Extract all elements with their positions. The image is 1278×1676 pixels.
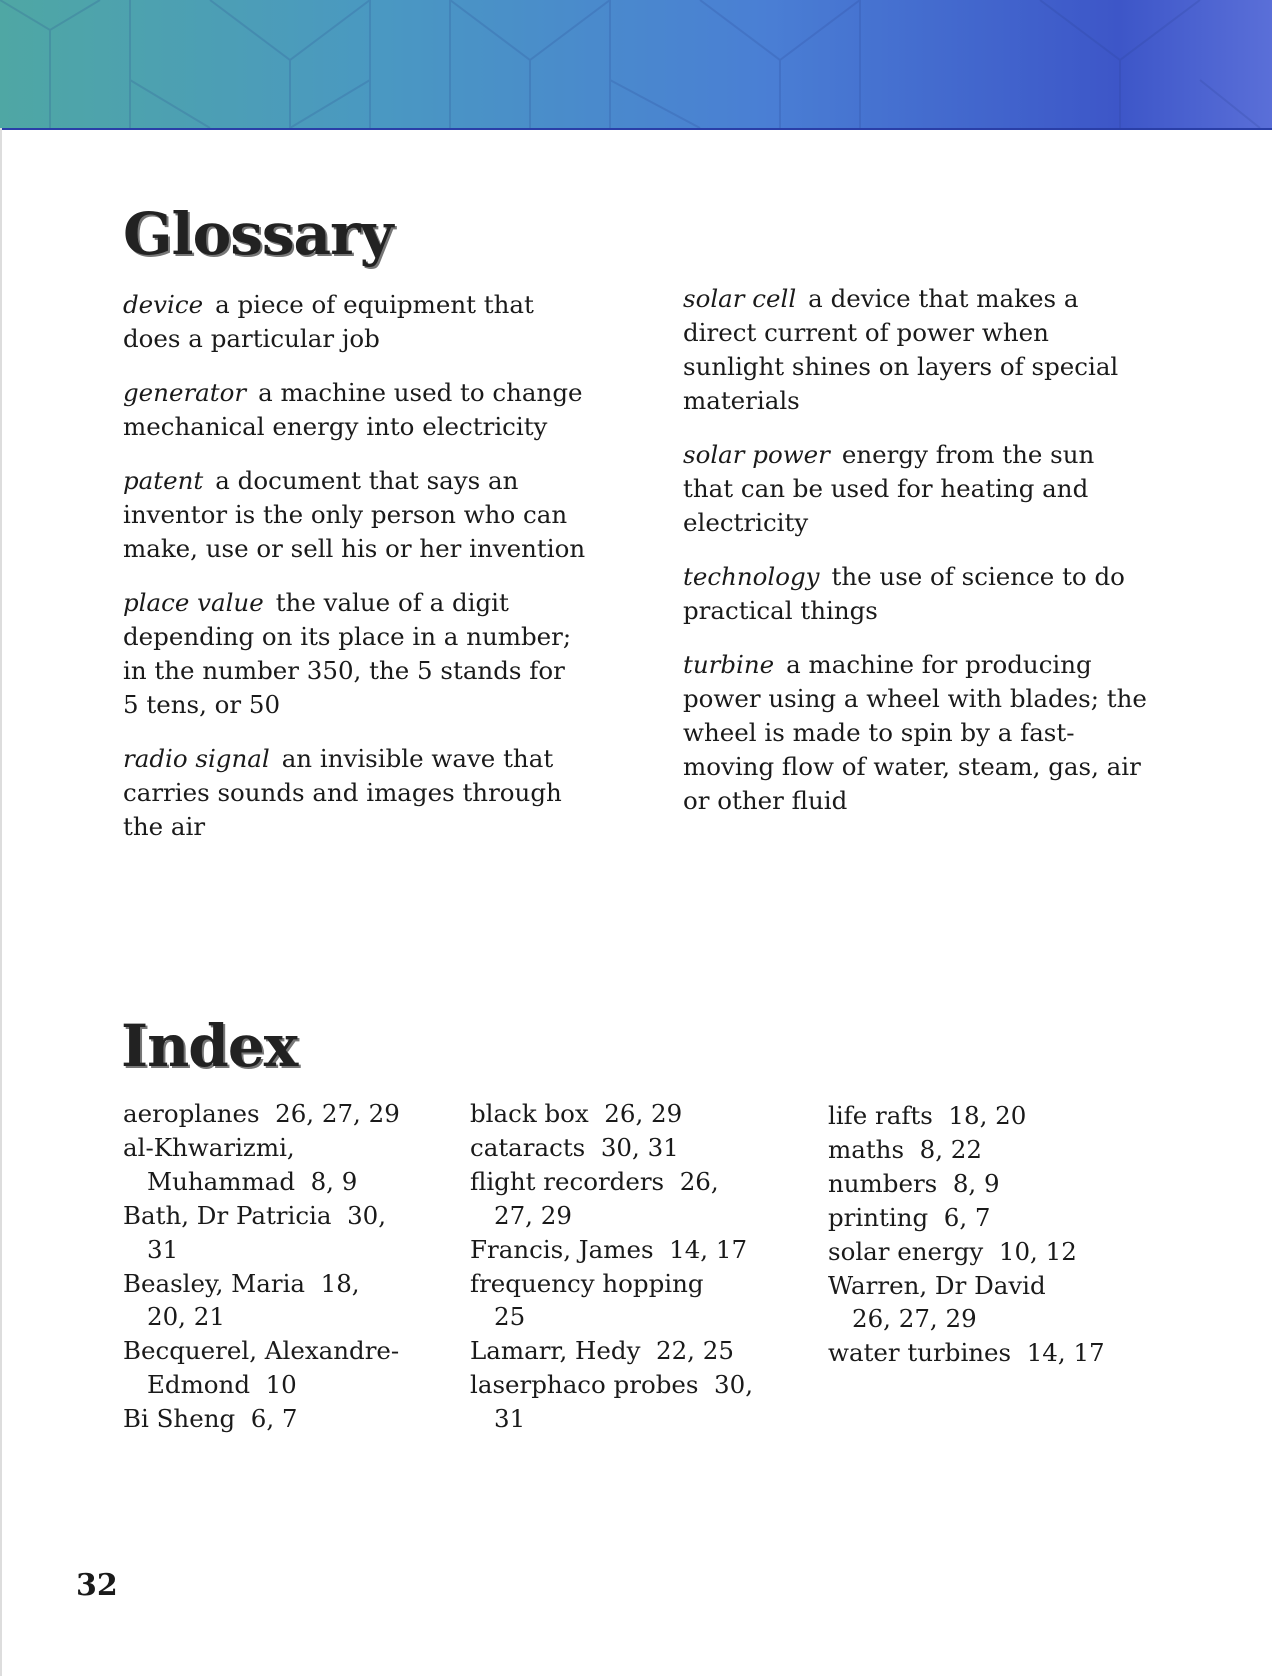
index-entry-line: Francis, James 14, 17 — [470, 1234, 748, 1264]
index-entry — [123, 1097, 400, 1131]
index-entry-line: 31 — [147, 1234, 179, 1264]
glossary-entry — [683, 438, 1148, 540]
index-entry-line: 31 — [494, 1404, 526, 1434]
glossary-left-column — [123, 288, 588, 864]
glossary-term: solar power — [683, 440, 830, 469]
glossary-definition: the use of science to do practical things — [683, 562, 1125, 625]
glossary-term: generator — [123, 378, 247, 407]
glossary-title: Glossary — [123, 200, 393, 268]
page-edge — [0, 128, 2, 1676]
index-entry — [470, 1131, 753, 1165]
index-entry-line: water turbines 14, 17 — [828, 1338, 1105, 1368]
glossary-definition: a machine for producing power using a wheel with blades; the wheel is made to spin by a fast-moving flow of water, steam, gas, air or other fluid — [683, 650, 1147, 815]
index-entry-line: 20, 21 — [147, 1302, 225, 1332]
glossary-entry — [683, 648, 1148, 818]
glossary-definition: energy from the sun that can be used for heating and electricity — [683, 440, 1095, 537]
glossary-entry — [123, 376, 588, 444]
index-entry-line: printing 6, 7 — [828, 1202, 991, 1232]
glossary-definition: an invisible wave that carries sounds and images through the air — [123, 744, 562, 841]
index-entry-line: maths 8, 22 — [828, 1134, 982, 1164]
index-entry-line: Edmond 10 — [147, 1370, 297, 1400]
index-column-1 — [123, 1097, 400, 1436]
glossary-entry — [123, 464, 588, 566]
index-entry — [470, 1097, 753, 1131]
index-entry — [828, 1167, 1105, 1201]
glossary-term: place value — [123, 588, 264, 617]
index-entry-line: 25 — [494, 1302, 526, 1332]
index-entry-line: black box 26, 29 — [470, 1099, 683, 1128]
glossary-term: solar cell — [683, 284, 797, 313]
index-entry-line: Muhammad 8, 9 — [147, 1166, 358, 1196]
index-entry — [470, 1334, 753, 1368]
index-entry — [828, 1235, 1105, 1269]
glossary-entry — [123, 586, 588, 722]
index-entry-line: numbers 8, 9 — [828, 1168, 1000, 1198]
index-entry — [828, 1133, 1105, 1167]
index-entry — [470, 1233, 753, 1267]
hexagon-pattern — [0, 0, 1272, 128]
index-entry-line: cataracts 30, 31 — [470, 1132, 679, 1162]
glossary-entry — [683, 560, 1148, 628]
glossary-term: radio signal — [123, 744, 270, 773]
glossary-term: patent — [123, 466, 204, 495]
index-entry-line: Beasley, Maria 18, — [123, 1268, 360, 1298]
glossary-term: device — [123, 290, 204, 319]
glossary-definition: a machine used to change mechanical energy into electricity — [123, 378, 583, 441]
index-entry-line: Lamarr, Hedy 22, 25 — [470, 1336, 734, 1366]
index-entry-line: Bath, Dr Patricia 30, — [123, 1200, 387, 1230]
index-entry — [470, 1368, 753, 1436]
glossary-entry — [683, 282, 1148, 418]
header-banner — [0, 0, 1272, 130]
index-entry-line: aeroplanes 26, 27, 29 — [123, 1099, 400, 1128]
index-entry — [470, 1165, 753, 1233]
index-entry-line: flight recorders 26, — [470, 1166, 719, 1196]
index-entry — [828, 1201, 1105, 1235]
glossary-term: technology — [683, 562, 820, 591]
glossary-right-column — [683, 282, 1148, 838]
index-entry-line: al-Khwarizmi, — [123, 1132, 295, 1162]
index-title: Index — [121, 1012, 298, 1080]
index-column-2 — [470, 1097, 753, 1436]
glossary-entry — [123, 742, 588, 844]
index-entry — [828, 1099, 1105, 1133]
index-entry-line: Becquerel, Alexandre- — [123, 1336, 400, 1366]
glossary-definition: the value of a digit depending on its place in a number; in the number 350, the 5 stands for 5 tens, or 50 — [123, 588, 572, 719]
index-entry — [470, 1267, 753, 1335]
glossary-definition: a device that makes a direct current of power when sunlight shines on layers of special materials — [683, 284, 1119, 415]
glossary-term: turbine — [683, 650, 775, 679]
index-entry-line: 26, 27, 29 — [852, 1304, 977, 1334]
index-entry — [123, 1402, 400, 1436]
index-entry — [828, 1336, 1105, 1370]
index-entry — [123, 1131, 400, 1199]
index-entry-line: frequency hopping — [470, 1268, 704, 1298]
index-entry-line: Warren, Dr David — [828, 1270, 1046, 1300]
index-entry-line: 27, 29 — [494, 1200, 572, 1230]
page-number: 32 — [76, 1568, 118, 1603]
index-entry — [123, 1199, 400, 1267]
index-entry-line: Bi Sheng 6, 7 — [123, 1404, 298, 1434]
index-entry — [123, 1267, 400, 1335]
index-entry-line: solar energy 10, 12 — [828, 1236, 1077, 1266]
glossary-definition: a document that says an inventor is the only person who can make, use or sell his or her invention — [123, 466, 586, 563]
index-column-3 — [828, 1099, 1105, 1370]
glossary-definition: a piece of equipment that does a particular job — [123, 290, 534, 353]
index-entry-line: life rafts 18, 20 — [828, 1101, 1027, 1130]
index-entry — [123, 1334, 400, 1402]
index-entry-line: laserphaco probes 30, — [470, 1370, 753, 1400]
index-entry — [828, 1269, 1105, 1337]
glossary-entry — [123, 288, 588, 356]
